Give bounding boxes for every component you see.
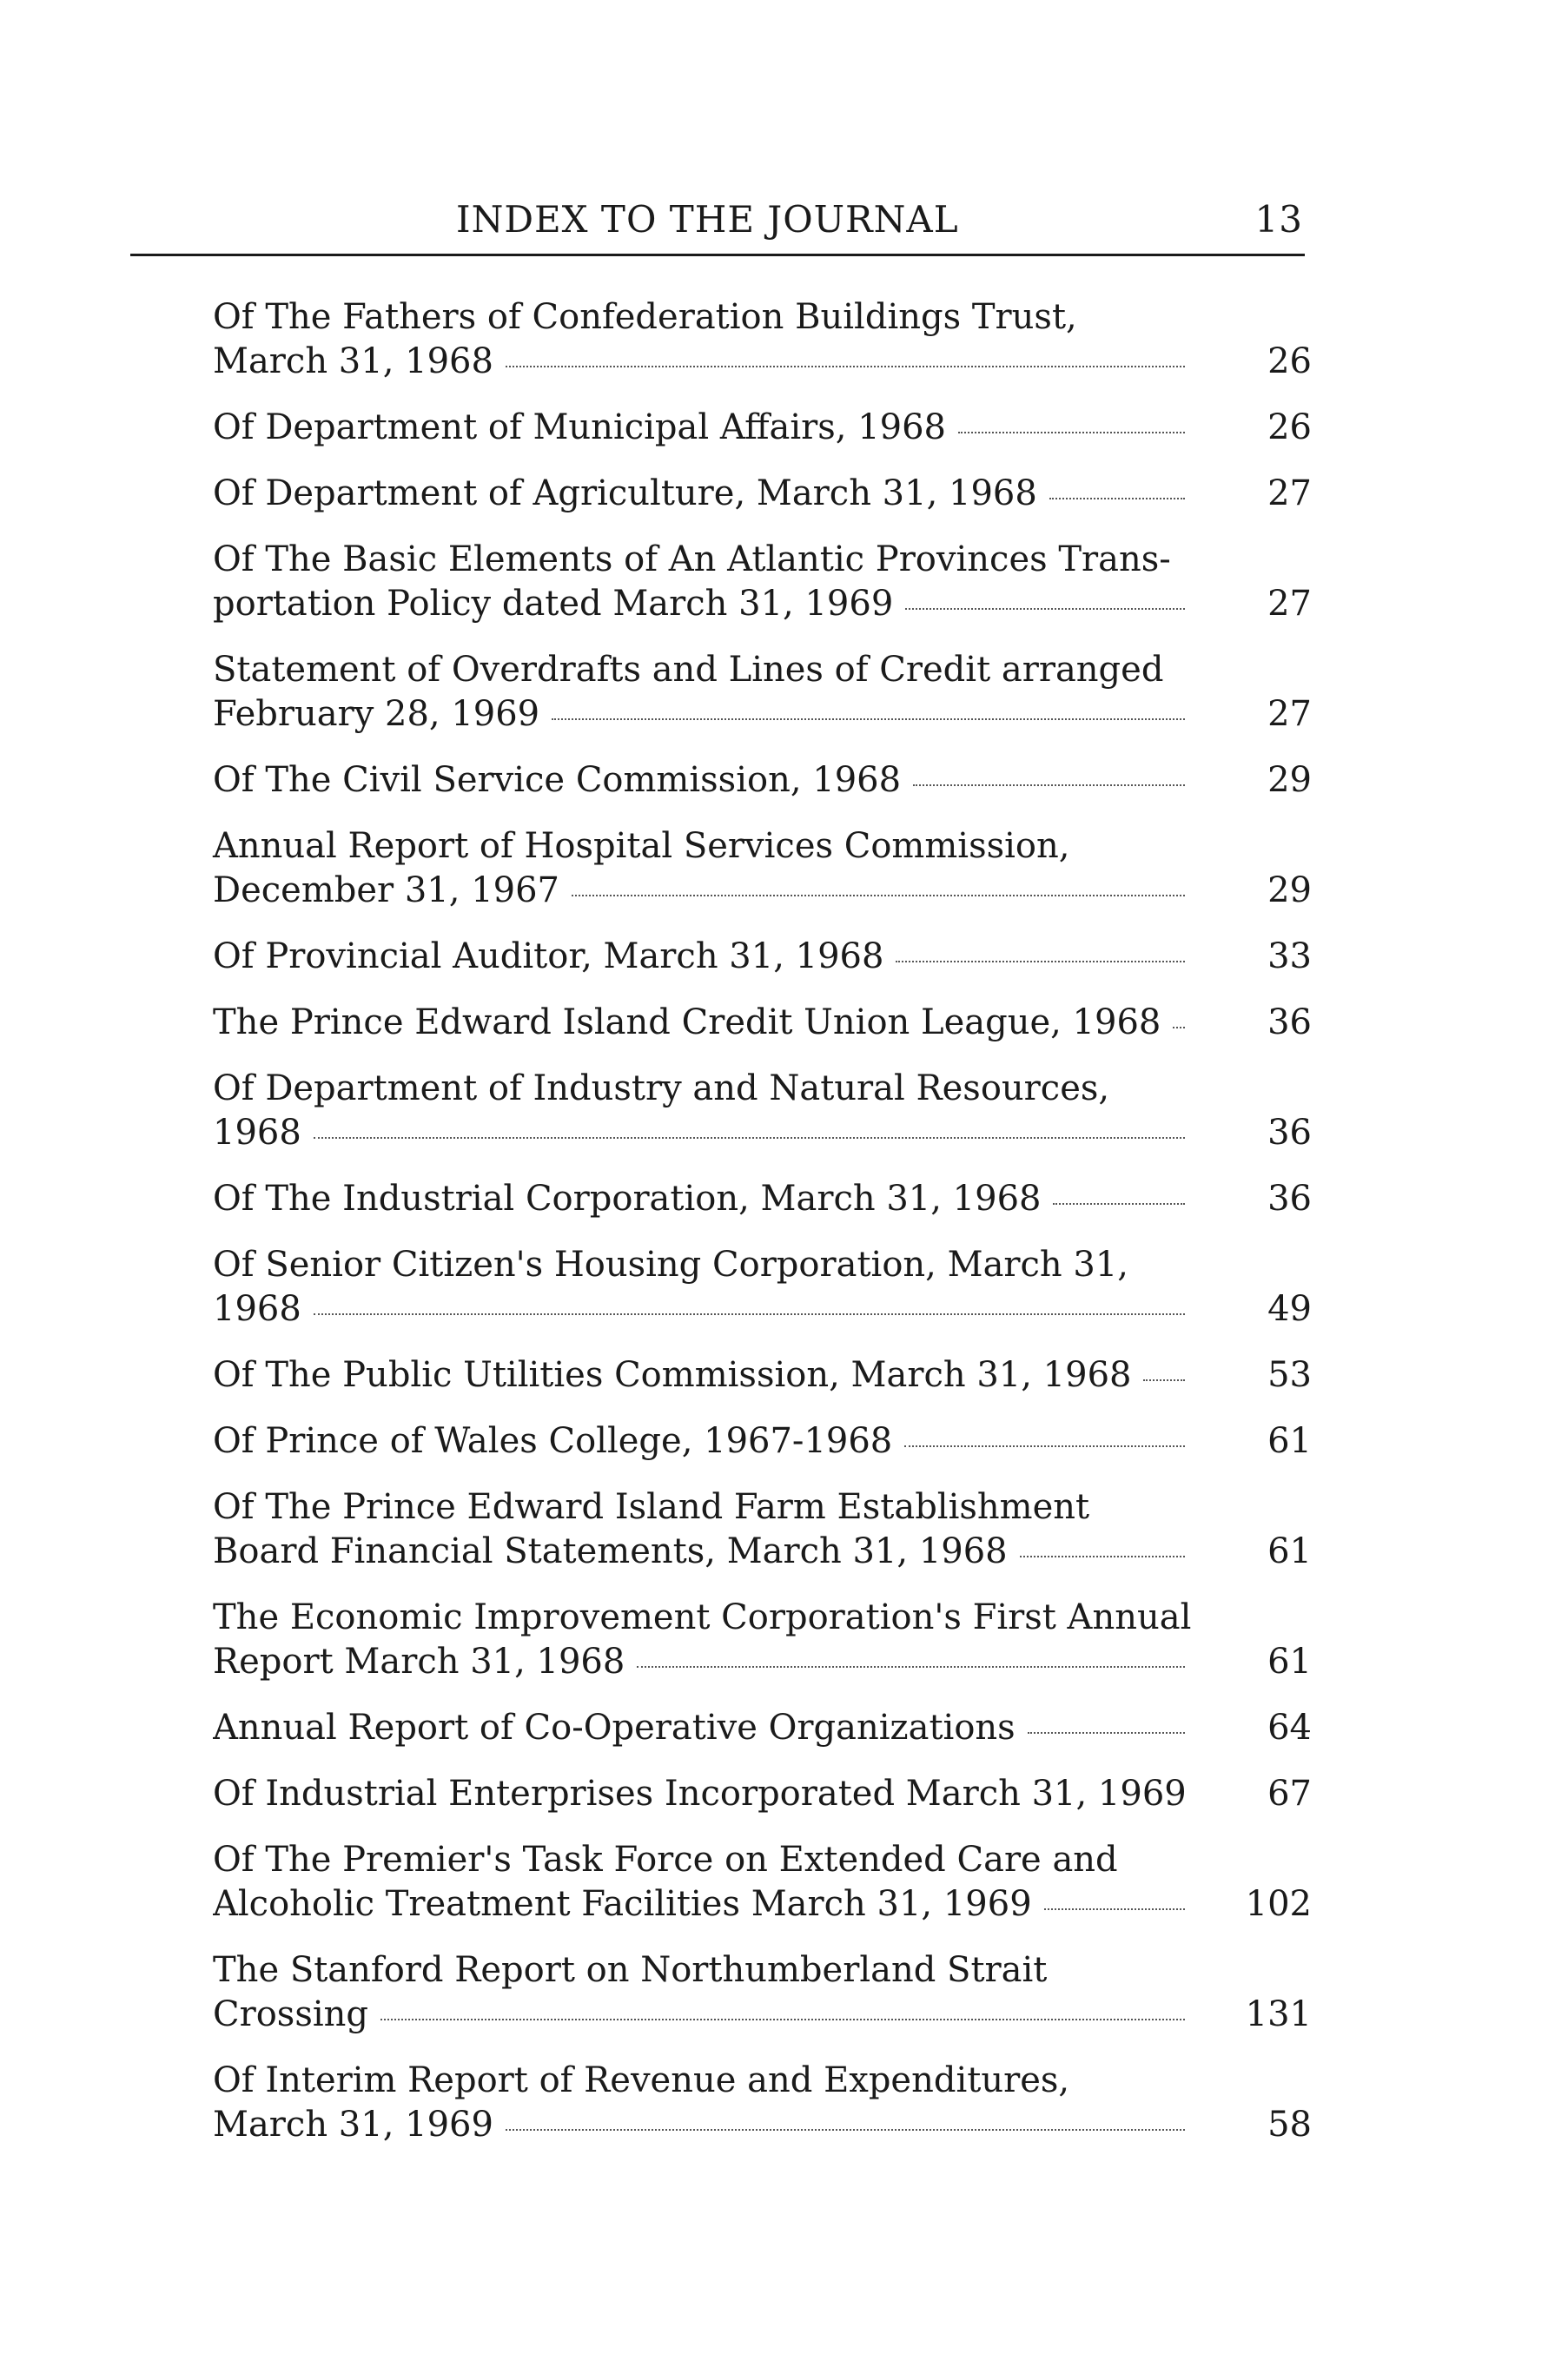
entry-text — [213, 295, 1190, 384]
index-entry — [213, 1485, 1312, 1574]
entry-line: February 28, 1969 — [213, 694, 540, 734]
page-title: INDEX TO THE JOURNAL — [456, 198, 959, 241]
entry-text — [213, 1596, 1190, 1684]
entry-line: Of Department of Municipal Affairs, 1968 — [213, 407, 947, 447]
entry-page-number: 36 — [1267, 1002, 1312, 1042]
entry-page-number: 29 — [1267, 870, 1312, 910]
entry-line: The Prince Edward Island Credit Union League, 1968 — [213, 1002, 1161, 1042]
entry-line: portation Policy dated March 31, 1969 — [213, 584, 894, 624]
entry-line: March 31, 1969 — [213, 2105, 493, 2145]
entry-text — [213, 1772, 1190, 1816]
index-entry — [213, 1596, 1312, 1684]
entry-page-number: 27 — [1267, 473, 1312, 513]
index-entry — [213, 1706, 1312, 1750]
entry-line: Annual Report of Co-Operative Organizations — [213, 1708, 1016, 1748]
dot-leader — [1028, 1732, 1185, 1734]
index-entry — [213, 824, 1312, 913]
dot-leader — [958, 432, 1185, 433]
entry-page-number: 26 — [1267, 341, 1312, 381]
entry-line: December 31, 1967 — [213, 870, 559, 910]
entry-line: Of Department of Industry and Natural Resources, — [213, 1068, 1110, 1108]
entry-page-number: 36 — [1267, 1179, 1312, 1219]
dot-leader — [1049, 498, 1185, 499]
index-entry — [213, 1177, 1312, 1221]
index-entry — [213, 1419, 1312, 1464]
index-entry — [213, 758, 1312, 803]
entry-line: Of The Premier's Task Force on Extended Care and — [213, 1840, 1118, 1880]
entry-line: 1968 — [213, 1113, 301, 1153]
entry-line: Of The Prince Edward Island Farm Establishment — [213, 1487, 1090, 1527]
entry-text — [213, 1067, 1190, 1155]
entry-line: Annual Report of Hospital Services Commission, — [213, 826, 1070, 866]
index-entry — [213, 1838, 1312, 1927]
page-number: 13 — [1254, 198, 1303, 241]
entry-text — [213, 406, 1190, 450]
entry-page-number: 67 — [1267, 1774, 1312, 1814]
dot-leader — [314, 1137, 1185, 1139]
index-entry — [213, 1243, 1312, 1332]
entry-line: Board Financial Statements, March 31, 1968 — [213, 1531, 1008, 1571]
entry-page-number: 61 — [1267, 1642, 1312, 1682]
entry-text — [213, 758, 1190, 803]
entry-line: Of The Civil Service Commission, 1968 — [213, 760, 902, 800]
dot-leader — [1044, 1908, 1185, 1910]
entry-line: Crossing — [213, 1994, 369, 2034]
dot-leader — [913, 784, 1185, 786]
entry-page-number: 102 — [1245, 1884, 1312, 1924]
entry-line: Of The Fathers of Confederation Buildings Trust, — [213, 297, 1077, 337]
entry-text — [213, 1706, 1190, 1750]
entry-page-number: 36 — [1267, 1113, 1312, 1153]
entry-page-number: 29 — [1267, 760, 1312, 800]
entry-line: Of Provincial Auditor, March 31, 1968 — [213, 936, 884, 976]
page-header — [139, 198, 1303, 250]
dot-leader — [904, 1445, 1185, 1447]
entry-line: Statement of Overdrafts and Lines of Credit arranged — [213, 650, 1164, 690]
dot-leader — [637, 1666, 1185, 1668]
dot-leader — [314, 1313, 1185, 1315]
index-entry — [213, 1001, 1312, 1045]
entry-page-number: 64 — [1267, 1708, 1312, 1748]
dot-leader — [1143, 1379, 1185, 1381]
entry-line: Of Department of Agriculture, March 31, 1968 — [213, 473, 1037, 513]
dot-leader — [572, 895, 1185, 896]
dot-leader — [905, 608, 1185, 610]
entry-text — [213, 1353, 1190, 1398]
dot-leader — [552, 718, 1185, 720]
entry-line: Of The Basic Elements of An Atlantic Provinces Trans- — [213, 539, 1171, 579]
index-entry — [213, 295, 1312, 384]
entry-line: Of The Industrial Corporation, March 31, 1968 — [213, 1179, 1042, 1219]
index-entry — [213, 1067, 1312, 1155]
dot-leader — [506, 2129, 1185, 2131]
index-entry — [213, 538, 1312, 626]
entry-line: Of Senior Citizen's Housing Corporation, March 31, — [213, 1245, 1129, 1285]
entry-line: Of Interim Report of Revenue and Expenditures, — [213, 2060, 1070, 2100]
entry-text — [213, 472, 1190, 516]
dot-leader — [896, 961, 1185, 962]
entry-line: Of The Public Utilities Commission, March 31, 1968 — [213, 1355, 1132, 1395]
dot-leader — [1053, 1203, 1185, 1205]
entry-line: March 31, 1968 — [213, 341, 493, 381]
entry-page-number: 49 — [1267, 1289, 1312, 1329]
entry-page-number: 58 — [1267, 2105, 1312, 2145]
entry-line: The Stanford Report on Northumberland Strait — [213, 1950, 1048, 1990]
entry-text — [213, 2059, 1190, 2147]
entry-text — [213, 648, 1190, 737]
entry-text — [213, 1838, 1190, 1927]
entry-line: 1968 — [213, 1289, 301, 1329]
index-entry — [213, 406, 1312, 450]
entry-text — [213, 935, 1190, 979]
entry-text — [213, 1419, 1190, 1464]
entry-page-number: 53 — [1267, 1355, 1312, 1395]
index-entry — [213, 2059, 1312, 2147]
dot-leader — [1173, 1027, 1185, 1028]
entry-text — [213, 1485, 1190, 1574]
entry-page-number: 33 — [1267, 936, 1312, 976]
index-entry — [213, 935, 1312, 979]
entry-line: Alcoholic Treatment Facilities March 31, 1969 — [213, 1884, 1032, 1924]
dot-leader — [1020, 1556, 1185, 1557]
entry-page-number: 26 — [1267, 407, 1312, 447]
index-entry — [213, 1353, 1312, 1398]
entry-page-number: 61 — [1267, 1531, 1312, 1571]
entry-text — [213, 824, 1190, 913]
entry-text — [213, 1177, 1190, 1221]
entry-page-number: 27 — [1267, 584, 1312, 624]
entry-text — [213, 1001, 1190, 1045]
index-entry — [213, 1948, 1312, 2037]
header-rule — [130, 254, 1305, 256]
entry-page-number: 131 — [1245, 1994, 1312, 2034]
dot-leader — [380, 2019, 1185, 2020]
entry-text — [213, 538, 1190, 626]
index-entries — [213, 295, 1312, 2169]
entry-text — [213, 1948, 1190, 2037]
index-entry — [213, 472, 1312, 516]
entry-line: Of Industrial Enterprises Incorporated March 31, 1969 — [213, 1774, 1187, 1814]
index-entry — [213, 648, 1312, 737]
dot-leader — [506, 366, 1185, 367]
index-entry — [213, 1772, 1312, 1816]
entry-line: The Economic Improvement Corporation's First Annual — [213, 1597, 1192, 1637]
entry-line: Of Prince of Wales College, 1967-1968 — [213, 1421, 893, 1461]
entry-line: Report March 31, 1968 — [213, 1642, 625, 1682]
entry-text — [213, 1243, 1190, 1332]
entry-page-number: 61 — [1267, 1421, 1312, 1461]
entry-page-number: 27 — [1267, 694, 1312, 734]
